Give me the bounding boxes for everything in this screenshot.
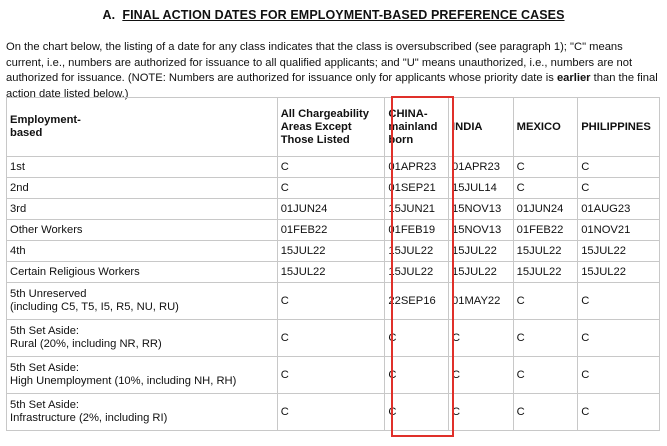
- row-label: [7, 157, 278, 178]
- cell-mexico: 15JUL22: [513, 262, 578, 283]
- intro-text-2: than the final action date listed below.): [6, 72, 658, 100]
- cell-all-chargeability: C: [277, 320, 385, 357]
- cell-philippines: 15JUL22: [578, 241, 660, 262]
- intro-text-1: On the chart below, the listing of a date for any class indicates that the class is oversubscribed (see paragraph 1); "C" means current, i.e., numbers are authorized for issuance to all qualified applicants; and "U" means unauthorized, i.e., numbers are not authorized for issuance. (NOTE: Numbers are authorized for issuance only for applicants whose priority date is: [6, 41, 633, 84]
- cell-mexico: C: [513, 394, 578, 431]
- table-row: [7, 357, 660, 394]
- cell-philippines: 15JUL22: [578, 262, 660, 283]
- header-china-mainland-line: born: [388, 133, 414, 146]
- table-row: [7, 199, 660, 220]
- cell-philippines: C: [578, 320, 660, 357]
- header-mexico: [513, 98, 578, 157]
- cell-india: C: [449, 320, 514, 357]
- table-row: [7, 157, 660, 178]
- header-all-chargeability-line: Those Listed: [280, 133, 350, 146]
- row-label-line: 2nd: [10, 181, 29, 194]
- table-header-row: [7, 98, 660, 157]
- cell-philippines: C: [578, 283, 660, 320]
- cell-philippines: C: [578, 178, 660, 199]
- cell-india: C: [449, 357, 514, 394]
- table-row: [7, 283, 660, 320]
- cell-india: C: [449, 394, 514, 431]
- row-label-line: 4th: [10, 244, 26, 257]
- table-row: [7, 220, 660, 241]
- table-row: [7, 394, 660, 431]
- cell-india: 15NOV13: [449, 199, 514, 220]
- cell-china-mainland: 01FEB19: [385, 220, 449, 241]
- header-philippines: [578, 98, 660, 157]
- section-prefix: A.: [102, 8, 116, 22]
- cell-philippines: C: [578, 394, 660, 431]
- cell-all-chargeability: C: [277, 357, 385, 394]
- header-china-mainland-line: CHINA-: [388, 107, 428, 120]
- header-mexico-line: MEXICO: [516, 120, 561, 133]
- row-label: [7, 283, 278, 320]
- table-row: [7, 178, 660, 199]
- row-label: [7, 357, 278, 394]
- row-label: [7, 199, 278, 220]
- row-label: [7, 394, 278, 431]
- table-row: [7, 262, 660, 283]
- cell-mexico: 01FEB22: [513, 220, 578, 241]
- row-label-line: Certain Religious Workers: [10, 265, 140, 278]
- header-india: [449, 98, 514, 157]
- row-label: [7, 320, 278, 357]
- cell-all-chargeability: 15JUL22: [277, 262, 385, 283]
- header-employment-based-line: based: [10, 127, 43, 139]
- cell-all-chargeability: C: [277, 394, 385, 431]
- header-all-chargeability: [277, 98, 385, 157]
- header-china-mainland: [385, 98, 449, 157]
- cell-india: 15JUL22: [449, 262, 514, 283]
- header-all-chargeability-line: Areas Except: [280, 120, 352, 133]
- cell-china-mainland: 22SEP16: [385, 283, 449, 320]
- row-label-line: 5th Set Aside:: [10, 362, 80, 374]
- cell-china-mainland: C: [385, 357, 449, 394]
- cell-all-chargeability: 15JUL22: [277, 241, 385, 262]
- table-row: [7, 241, 660, 262]
- cell-china-mainland: 15JUN21: [385, 199, 449, 220]
- row-label: [7, 262, 278, 283]
- cell-all-chargeability: C: [277, 178, 385, 199]
- cell-china-mainland: 15JUL22: [385, 262, 449, 283]
- row-label-line: 5th Set Aside:: [10, 325, 80, 337]
- intro-emphasis: earlier: [556, 72, 591, 84]
- cell-philippines: 01NOV21: [578, 220, 660, 241]
- cell-mexico: 15JUL22: [513, 241, 578, 262]
- cell-india: 15NOV13: [449, 220, 514, 241]
- intro-paragraph: [6, 40, 662, 102]
- row-label-line: Other Workers: [10, 223, 83, 236]
- cell-mexico: 01JUN24: [513, 199, 578, 220]
- section-title: FINAL ACTION DATES FOR EMPLOYMENT-BASED PREFERENCE CASES: [122, 8, 565, 22]
- cell-mexico: C: [513, 157, 578, 178]
- cell-philippines: 01AUG23: [578, 199, 660, 220]
- row-label: [7, 241, 278, 262]
- row-label-line: 5th Set Aside:: [10, 399, 80, 411]
- row-label-line: Infrastructure (2%, including RI): [10, 412, 168, 424]
- row-label-line: 5th Unreserved: [10, 288, 87, 300]
- cell-mexico: C: [513, 357, 578, 394]
- cell-mexico: C: [513, 320, 578, 357]
- cell-mexico: C: [513, 178, 578, 199]
- final-action-dates-table: [6, 97, 660, 431]
- row-label-line: Rural (20%, including NR, RR): [10, 338, 162, 350]
- cell-philippines: C: [578, 357, 660, 394]
- row-label-line: 3rd: [10, 202, 27, 215]
- header-philippines-line: PHILIPPINES: [581, 120, 651, 133]
- cell-india: 15JUL14: [449, 178, 514, 199]
- row-label-line: High Unemployment (10%, including NH, RH): [10, 375, 237, 387]
- row-label: [7, 220, 278, 241]
- section-heading: [0, 8, 667, 22]
- header-all-chargeability-line: All Chargeability: [280, 107, 369, 120]
- table-row: [7, 320, 660, 357]
- cell-philippines: C: [578, 157, 660, 178]
- row-label-line: 1st: [10, 160, 25, 173]
- header-india-line: INDIA: [452, 120, 483, 133]
- cell-india: 15JUL22: [449, 241, 514, 262]
- row-label-line: (including C5, T5, I5, R5, NU, RU): [10, 301, 179, 313]
- cell-all-chargeability: C: [277, 157, 385, 178]
- cell-mexico: C: [513, 283, 578, 320]
- header-employment-based-line: Employment-: [10, 114, 81, 126]
- cell-china-mainland: 01APR23: [385, 157, 449, 178]
- cell-china-mainland: C: [385, 394, 449, 431]
- cell-all-chargeability: 01JUN24: [277, 199, 385, 220]
- cell-all-chargeability: C: [277, 283, 385, 320]
- cell-all-chargeability: 01FEB22: [277, 220, 385, 241]
- cell-china-mainland: 15JUL22: [385, 241, 449, 262]
- cell-india: 01MAY22: [449, 283, 514, 320]
- cell-china-mainland: C: [385, 320, 449, 357]
- cell-india: 01APR23: [449, 157, 514, 178]
- cell-china-mainland: 01SEP21: [385, 178, 449, 199]
- header-china-mainland-line: mainland: [388, 120, 438, 133]
- header-employment-based: [7, 98, 278, 157]
- row-label: [7, 178, 278, 199]
